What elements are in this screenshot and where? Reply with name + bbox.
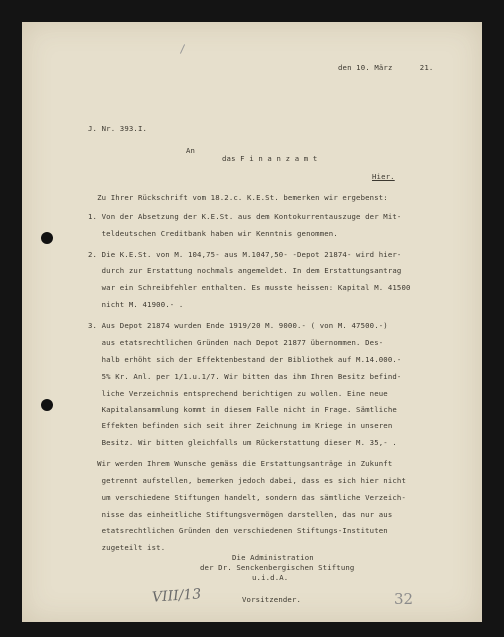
body-line: um verschiedene Stiftungen handelt, sondern das sämtliche Verzeich- — [88, 493, 407, 502]
letter-page — [22, 22, 482, 622]
recipient-place: Hier. — [372, 172, 395, 181]
body-line: etatsrechtlichen Gründen den verschiedenen Stiftungs-Instituten — [88, 526, 388, 535]
letter-date: den 10. März 21. — [338, 63, 434, 72]
body-line: liche Verzeichnis entsprechend berichtigen zu wollen. Eine neue — [88, 389, 388, 398]
body-line: war ein Schreibfehler enthalten. Es musste heissen: Kapital M. 41500 — [88, 283, 411, 292]
body-line: Effekten befinden sich seit ihrer Zeichnung im Kriege in unseren — [88, 421, 393, 430]
body-line: Kapitalansammlung kommt in diesem Falle nicht in Frage. Sämtliche — [88, 405, 397, 414]
punch-hole-lower — [41, 399, 53, 411]
signature-line-3: u.i.d.A. — [252, 573, 289, 582]
handwritten-archive-mark: VIII/13 — [151, 586, 202, 606]
body-line: durch zur Erstattung nochmals angemeldet. In dem Erstattungsantrag — [88, 266, 402, 275]
body-line: teldeutschen Creditbank haben wir Kenntnis genommen. — [88, 229, 338, 238]
body-line: 2. Die K.E.St. von M. 104,75- aus M.1047,50- -Depot 21874- wird hier- — [88, 250, 402, 259]
signature-line-1: Die Administration — [232, 553, 314, 562]
body-line: nicht M. 41900.- . — [88, 300, 184, 309]
letter-body — [88, 193, 478, 573]
handwritten-page-number: 32 — [394, 590, 414, 608]
body-line: 1. Von der Absetzung der K.E.St. aus dem Kontokurrentauszuge der Mit- — [88, 212, 402, 221]
signature-line-2: der Dr. Senckenbergischen Stiftung — [200, 563, 355, 572]
body-line: 3. Aus Depot 21874 wurden Ende 1919/20 M. 9000.- ( von M. 47500.-) — [88, 321, 388, 330]
journal-number: J. Nr. 393.I. — [88, 124, 148, 133]
recipient-an: An — [186, 146, 196, 155]
body-line: Wir werden Ihrem Wunsche gemäss die Erstattungsanträge in Zukunft — [88, 459, 393, 468]
body-line: zugeteilt ist. — [88, 543, 166, 552]
pencil-mark — [180, 44, 185, 53]
body-line: Zu Ihrer Rückschrift vom 18.2.c. K.E.St. bemerken wir ergebenst: — [88, 193, 388, 202]
body-line: aus etatsrechtlichen Gründen nach Depot 21877 übernommen. Des- — [88, 338, 384, 347]
body-line: 5% Kr. Anl. per 1/1.u.1/7. Wir bitten das ihm Ihren Besitz befind- — [88, 372, 402, 381]
body-line: Besitz. Wir bitten gleichfalls um Rückerstattung dieser M. 35,- . — [88, 438, 397, 447]
signature-title: Vorsitzender. — [242, 595, 302, 604]
punch-hole-upper — [41, 232, 53, 244]
body-line: nisse das einheitliche Stiftungsvermögen darstellen, das nur aus — [88, 510, 393, 519]
recipient-office: das F i n a n z a m t — [222, 154, 318, 163]
body-line: getrennt aufstellen, bemerken jedoch dabei, dass es sich hier nicht — [88, 476, 407, 485]
body-line: halb erhöht sich der Effektenbestand der Bibliothek auf M.14.000.- — [88, 355, 402, 364]
